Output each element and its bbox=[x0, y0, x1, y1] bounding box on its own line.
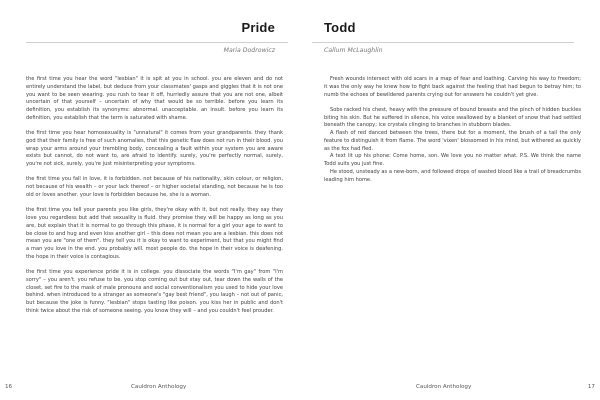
paragraph: Sobs racked his chest, heavy with the pressure of bound breasts and the pinch of hidden buckles biting his skin. But he suffered in silence, his voice swallowed by a blanket of snow that had settled beneath the canopy; ice crystals clinging to branches in stubborn blades. bbox=[324, 106, 581, 129]
author-name: Maria Dodrowicz bbox=[223, 47, 275, 54]
paragraph: He stood, unsteady as a new-born, and followed drops of wasted blood like a trail of breadcrumbs leading him home. bbox=[324, 168, 581, 183]
running-footer: Cauldron Anthology bbox=[416, 384, 472, 390]
page-title: Todd bbox=[324, 20, 356, 35]
running-footer: Cauldron Anthology bbox=[131, 384, 187, 390]
paragraph: A text lit up his phone: Come home, son. We love you no matter what. P.S. We think the name Todd suits you just fine. bbox=[324, 153, 581, 168]
page-title: Pride bbox=[241, 20, 275, 35]
paragraph: A flash of red danced between the trees, there but for a moment, the brush of a tail the only feature to distinguish it from flame. The word 'vixen' blossomed in his mind, but withered as quickly as the fox had fled. bbox=[324, 130, 581, 152]
paragraph: the first time you tell your parents you like girls, they're okay with it, but not really. they say they love you regardless but add that sexuality is fluid. they promise they will be happy as long as you are, but explain that it is normal to go through this phase, it is normal for a girl your age to want to be close to and hug and even kiss another girl – this does not mean you are a lesbian. this does not mean you are "one of them". they tell you it is okay to want to experiment, but that you might find a man you love in the end. you probably will. most people do. the hope in their voice is deafening. the hope in their voice is contagious. bbox=[26, 207, 283, 260]
story-body bbox=[324, 76, 581, 184]
paragraph: the first time you fall in love, it is forbidden. not because of his nationality, skin colour, or religion, not because of his wealth – or your lack thereof – or higher societal standing, not because he is too old or loves another. your love is forbidden because he, she is a woman. bbox=[26, 176, 283, 198]
paragraph: the first time you experience pride it is in college. you dissociate the words "I'm gay" from "I'm sorry" – you aren't. you refuse to be. you stop coming out but stay out, tear down the walls of the closet, set fire to the mask of male pronouns and social conventionalism you used to hide your love behind. when introduced to a stranger as someone's "gay best friend", you laugh – not out of panic, but because the joke is funny. "lesbian" stops tasting like poison. you kiss her in public and don't think twice about the risk of someone seeing. you know they will – and you couldn't feel prouder. bbox=[26, 269, 283, 314]
title-divider bbox=[312, 42, 574, 43]
page-number: 16 bbox=[5, 384, 13, 390]
page-number: 17 bbox=[587, 384, 595, 390]
paragraph: the first time you hear the word "lesbian" it is spit at you in school. you are eleven and do not entirely understand the label, but deduce from your classmates' gasps and giggles that it is not one you want to be seen wearing. you rush to tear it off, hurriedly assure that you are not one, albeit uncertain of that yourself – uncertain of why that would be so terrible. before you learn its definition, you establish its synonyms: abnormal. unacceptable. an insult. before you learn its definition, you establish that the term is saturated with shame. bbox=[26, 76, 283, 121]
paragraph: Fresh wounds intersect with old scars in a map of fear and loathing. Carving his way to freedom; it was the only way he knew how to fight back against the feeling that had begun to betray him; to numb the echoes of bewildered parents crying out for answers he couldn't yet give. bbox=[324, 76, 581, 98]
right-page bbox=[300, 0, 600, 400]
author-name: Callum McLaughlin bbox=[324, 47, 383, 54]
paragraph: the first time you hear homosexuality is "unnatural" it comes from your grandparents. they thank god that their family is free of such anomalies, that this genetic flaw does not run in their blood. you wrap your arms around your trembling body, concealing a fault within your system you are aware exists but cannot, do not want to, are afraid to identify. surely, you're perfectly normal, surely, you're not sick, surely, you're just misinterpreting your symptoms. bbox=[26, 130, 283, 168]
poem-body bbox=[26, 76, 283, 323]
title-divider bbox=[26, 42, 288, 43]
